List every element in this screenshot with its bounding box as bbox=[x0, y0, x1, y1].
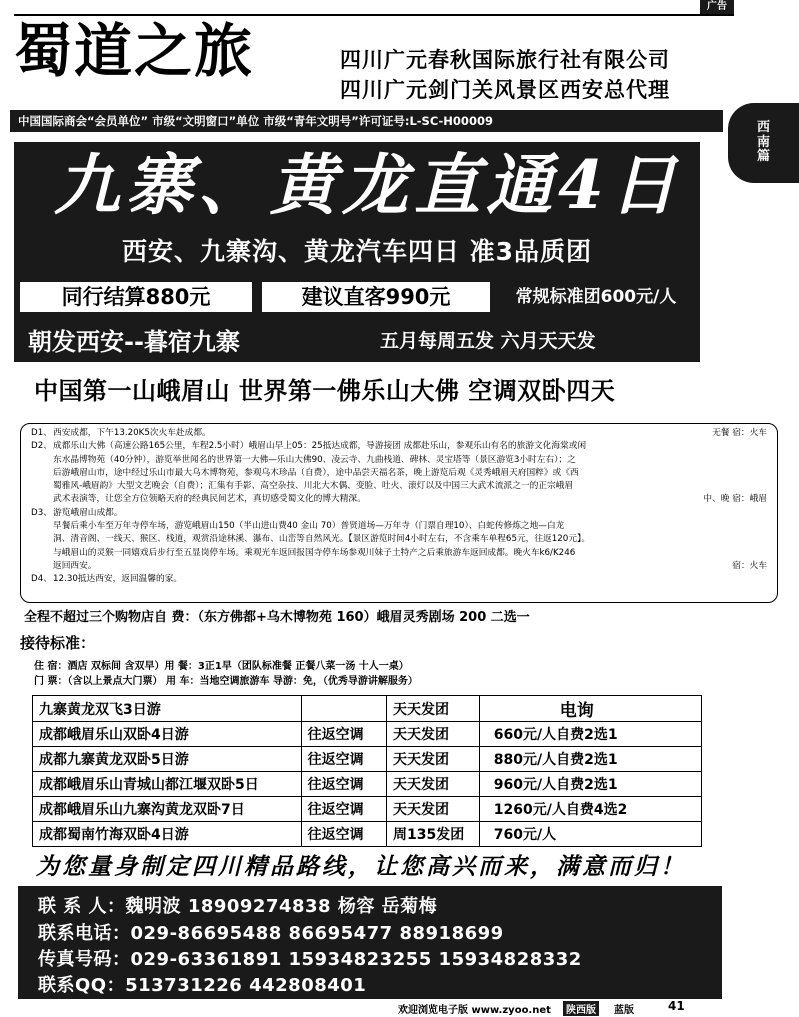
contact-label: 联系QQ： bbox=[38, 975, 126, 996]
route-transport: 往返空调 bbox=[301, 772, 386, 797]
itinerary-row bbox=[31, 427, 767, 440]
itinerary-day bbox=[31, 547, 53, 560]
top-rule bbox=[14, 14, 734, 16]
route-transport: 往返空调 bbox=[301, 747, 386, 772]
itinerary-day bbox=[31, 520, 53, 533]
route-price: 880元/人自费2选1 bbox=[479, 747, 701, 772]
contact-person bbox=[38, 892, 437, 918]
itinerary-day: D1、 bbox=[31, 428, 52, 438]
itinerary-meals: 宿：火车 bbox=[732, 560, 767, 571]
contact-value: 魏明波 18909274838 杨容 岳菊梅 bbox=[125, 896, 438, 917]
itinerary-text: 西安成都，下午13.20K5次火车赴成都。 bbox=[53, 428, 211, 438]
region-tab-char: 西 bbox=[756, 119, 770, 135]
contact-qq bbox=[38, 971, 366, 997]
itinerary-row bbox=[31, 520, 767, 533]
contact-fax bbox=[38, 945, 582, 971]
itinerary-row bbox=[31, 467, 767, 480]
route-name: 成都峨眉乐山青城山都江堰双卧5日 bbox=[33, 772, 302, 797]
itinerary-text: 返回西安。 bbox=[53, 560, 97, 571]
region-tab-char: 篇 bbox=[756, 149, 770, 165]
footer-site[interactable]: 欢迎浏览电子版 www.zyoo.net bbox=[398, 1005, 551, 1016]
routes-table bbox=[32, 695, 702, 847]
route-name: 成都峨眉乐山双卧4日游 bbox=[33, 722, 302, 747]
itinerary-text: 洞、清音阁、一线天、猴区、栈道，观赏沿途林溪、瀑布、山峦等自然风光。【景区游览时间4小时左右，不含乘车单程65元，往返120元】。 bbox=[53, 534, 591, 545]
contact-value[interactable]: 513731226 442808401 bbox=[125, 975, 367, 996]
reception-line: 门 票：（含以上景点大门票） 用 车：当地空调旅游车 导游：免，（优秀导游讲解服务） bbox=[34, 676, 418, 687]
itinerary-day bbox=[31, 533, 53, 546]
route-row bbox=[33, 797, 702, 822]
itinerary-row bbox=[31, 560, 767, 573]
emei-headline: 中国第一山峨眉山 世界第一佛乐山大佛 空调双卧四天 bbox=[34, 377, 616, 405]
route-departure: 天天发团 bbox=[386, 797, 479, 822]
itinerary-meals bbox=[761, 467, 767, 480]
price-peer: 同行结算880元 bbox=[20, 282, 252, 312]
route-transport bbox=[301, 696, 386, 722]
route-row bbox=[33, 822, 702, 847]
itinerary-day bbox=[31, 560, 53, 573]
route-price: 760元/人 bbox=[479, 822, 701, 847]
itinerary-meals bbox=[761, 480, 767, 493]
itinerary-row bbox=[31, 440, 767, 453]
contact-value[interactable]: 029-86695488 86695477 88918699 bbox=[130, 923, 504, 944]
route-row bbox=[33, 747, 702, 772]
itinerary-text: 游览峨眉山成都。 bbox=[53, 507, 123, 518]
hero-banner bbox=[14, 142, 700, 362]
itinerary-day bbox=[31, 467, 53, 480]
itinerary-row bbox=[31, 547, 767, 560]
route-departure: 周135发团 bbox=[386, 822, 479, 847]
hero-route: 朝发西安--暮宿九寨 bbox=[28, 328, 240, 356]
route-name: 成都蜀南竹海双卧4日游 bbox=[33, 822, 302, 847]
itinerary-text: 东水晶博物苑（40分钟），游览举世闻名的世界第一大佛—乐山大佛90、凌云寺、九曲栈道、碑林、灵宝塔等（景区游览3小时左右）；之 bbox=[53, 454, 576, 465]
company-agency: 四川广元剑门关风景区西安总代理 bbox=[340, 78, 670, 102]
route-name: 成都峨眉乐山九寨沟黄龙双卧7日 bbox=[33, 797, 302, 822]
itinerary-meals bbox=[761, 520, 767, 533]
itinerary-text: 成都乐山大佛（高速公路165公里，车程2.5小时）峨眉山早上05：25抵达成都，导游接团 成都赴乐山，参观乐山有名的旅游文化海棠或闲 bbox=[53, 441, 587, 452]
route-price: 1260元/人自费4选2 bbox=[479, 797, 701, 822]
itinerary-day: D4、 bbox=[31, 574, 52, 585]
itinerary-day bbox=[31, 480, 53, 493]
itinerary-day: D3、 bbox=[31, 507, 52, 518]
itinerary-day bbox=[31, 454, 53, 467]
route-row bbox=[33, 722, 702, 747]
reception-line: 住 宿：酒店 双标间 含双早）用 餐：3正1早（团队标准餐 正餐八菜一汤 十人一桌） bbox=[34, 661, 409, 672]
contact-block bbox=[18, 886, 722, 999]
itinerary-row bbox=[31, 454, 767, 467]
contact-label: 联系电话： bbox=[38, 923, 131, 944]
itinerary-text: 武术表演等，让您全方位领略天府的经典民间艺术，真切感受蜀文化的博大精深。 bbox=[53, 494, 366, 505]
slogan: 为您量身制定四川精品路线，让您高兴而来，满意而归！ bbox=[36, 853, 686, 880]
region-tab[interactable] bbox=[728, 103, 799, 183]
route-price: 960元/人自费2选1 bbox=[479, 772, 701, 797]
route-departure: 天天发团 bbox=[386, 696, 479, 722]
region-tab-char: 南 bbox=[756, 134, 770, 150]
hero-title: 九寨、黄龙直通4日 bbox=[54, 146, 682, 224]
itinerary-box bbox=[20, 423, 778, 603]
route-transport: 往返空调 bbox=[301, 797, 386, 822]
contact-phone bbox=[38, 919, 504, 945]
itinerary-text: 12.30抵达西安，返回温馨的家。 bbox=[53, 574, 183, 585]
itinerary-meals bbox=[761, 533, 767, 546]
itinerary-day: D2、 bbox=[31, 441, 52, 452]
itinerary-meals: 无餐 宿：火车 bbox=[712, 428, 767, 438]
price-suggest: 建议直客990元 bbox=[262, 282, 490, 312]
itinerary-text: 蜀雅风-峨眉韵》大型文艺晚会（自费）；汇集有手影、高空杂技、川北大木偶、变脸、吐火、滚灯以及中国三大武术流派之一的正宗峨眉 bbox=[53, 481, 574, 492]
hero-subtitle: 西安、九寨沟、黄龙汽车四日 准3品质团 bbox=[121, 237, 593, 266]
itinerary-meals bbox=[761, 440, 767, 453]
itinerary-text: 与峨眉山的灵猴一同嬉戏后步行至五显岗停车场。乘观光车返回报国寺停车场参观川妹子土特产之后乘旅游车返回成都。晚火车k6/K246 bbox=[53, 547, 576, 558]
price-standard: 常规标准团600元/人 bbox=[515, 287, 677, 307]
itinerary-text: 后游峨眉山市，途中经过乐山市最大乌木博物苑，参观乌木珍品（自费），途中品尝天福名茶，晚上游览后观《灵秀峨眉天府国粹》或《西 bbox=[53, 467, 579, 478]
route-price: 电询 bbox=[479, 696, 701, 722]
route-price: 660元/人自费2选1 bbox=[479, 722, 701, 747]
contact-label: 传真号码： bbox=[38, 949, 131, 970]
contact-label: 联 系 人： bbox=[38, 896, 126, 917]
itinerary-text: 早餐后乘小车至万年寺停车场，游览峨眉山150（半山进山费40 金山 70）普贤道场—万年寺（门票自理10）、白蛇传修炼之地—白龙 bbox=[53, 521, 565, 532]
itinerary-row bbox=[31, 507, 767, 520]
itinerary-meals bbox=[761, 547, 767, 560]
route-departure: 天天发团 bbox=[386, 747, 479, 772]
brand-logo-text: 蜀道之旅 bbox=[14, 17, 255, 85]
itinerary-meals bbox=[761, 573, 767, 586]
route-name: 成都九寨黄龙双卧5日游 bbox=[33, 747, 302, 772]
page-number: 41 bbox=[668, 999, 685, 1013]
footer-version: 蓝版 bbox=[614, 1005, 634, 1016]
shopping-note: 全程不超过三个购物店自 费：（东方佛都+乌木博物苑 160）峨眉灵秀剧场 200 二选一 bbox=[24, 610, 530, 625]
route-name: 九寨黄龙双飞3日游 bbox=[33, 696, 302, 722]
itinerary-row bbox=[31, 573, 767, 586]
route-transport: 往返空调 bbox=[301, 722, 386, 747]
hero-schedule: 五月每周五发 六月天天发 bbox=[380, 330, 596, 352]
ad-tag: 广告 bbox=[700, 0, 734, 14]
route-departure: 天天发团 bbox=[386, 722, 479, 747]
company-name: 四川广元春秋国际旅行社有限公司 bbox=[340, 48, 670, 72]
contact-value[interactable]: 029-63361891 15934823255 15934828332 bbox=[130, 949, 582, 970]
route-transport: 往返空调 bbox=[301, 822, 386, 847]
itinerary-day bbox=[31, 493, 53, 506]
reception-title: 接待标准： bbox=[20, 634, 96, 652]
itinerary-row bbox=[31, 533, 767, 546]
license-strip: 中国国际商会“会员单位” 市级“文明窗口”单位 市级“青年文明号”许可证号:L-SC-H00009 bbox=[10, 110, 723, 132]
route-row bbox=[33, 772, 702, 797]
route-row bbox=[33, 696, 702, 722]
itinerary-meals: 中、晚 宿：峨眉 bbox=[703, 494, 767, 505]
itinerary-row bbox=[31, 480, 767, 493]
itinerary-row bbox=[31, 493, 767, 506]
footer-edition: 陕西版 bbox=[563, 1001, 599, 1016]
itinerary-meals bbox=[761, 454, 767, 467]
route-departure: 天天发团 bbox=[386, 772, 479, 797]
itinerary-meals bbox=[761, 507, 767, 520]
